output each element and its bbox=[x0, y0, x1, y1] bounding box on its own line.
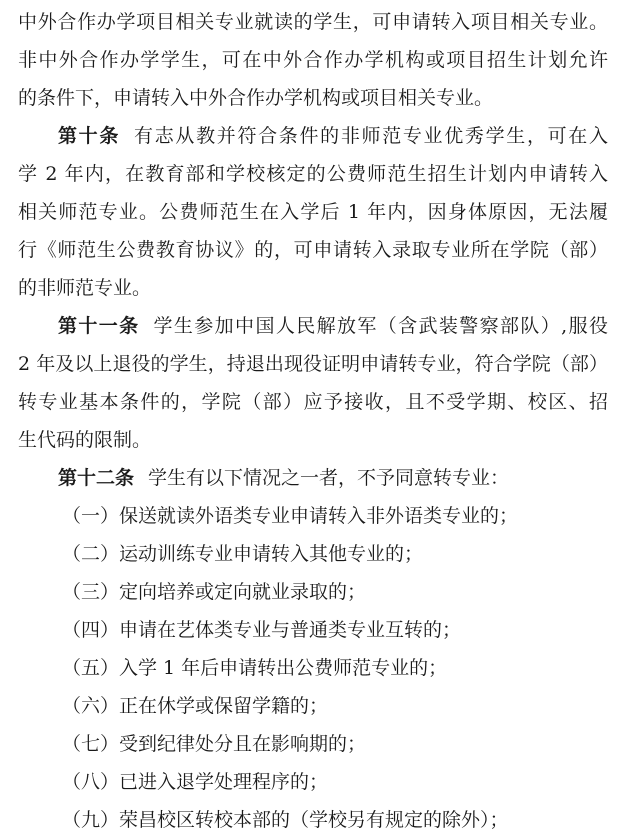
list-item: （七）受到纪律处分且在影响期的； bbox=[62, 733, 367, 755]
text-line: 的条件下，申请转入中外合作办学机构或项目相关专业。 bbox=[18, 87, 494, 109]
list-item: （八）已进入退学处理程序的； bbox=[62, 771, 329, 793]
text-line: 学 2 年内，在教育部和学校核定的公费师范生招生计划内申请转入 bbox=[18, 163, 608, 185]
text-line: 的非师范专业。 bbox=[18, 277, 152, 299]
article-heading: 第十一条 bbox=[58, 315, 140, 337]
text-line: 2 年及以上退役的学生，持退出现役证明申请转专业，符合学院（部） bbox=[18, 353, 608, 375]
list-item: （二）运动训练专业申请转入其他专业的； bbox=[62, 543, 424, 565]
text-line: 非中外合作办学学生，可在中外合作办学机构或项目招生计划允许 bbox=[18, 49, 608, 71]
text-line: 相关师范专业。公费师范生在入学后 1 年内，因身体原因，无法履 bbox=[18, 201, 608, 223]
text-line: 有志从教并符合条件的非师范专业优秀学生，可在入 bbox=[134, 125, 608, 147]
text-line: 转专业基本条件的，学院（部）应予接收，且不受学期、校区、招 bbox=[18, 391, 608, 413]
text-line: 生代码的限制。 bbox=[18, 429, 152, 451]
list-item: （六）正在休学或保留学籍的； bbox=[62, 695, 329, 717]
list-item: （五）入学 1 年后申请转出公费师范专业的； bbox=[62, 657, 448, 679]
text-line: 学生有以下情况之一者，不予同意转专业： bbox=[148, 467, 510, 489]
article-11-first-line bbox=[58, 307, 608, 345]
text-line: 行《师范生公费教育协议》的，可申请转入录取专业所在学院（部） bbox=[18, 239, 608, 261]
text-line: 学生参加中国人民解放军（含武装警察部队）,服役 bbox=[153, 315, 608, 337]
article-heading: 第十条 bbox=[58, 125, 121, 147]
list-item: （九）荣昌校区转校本部的（学校另有规定的除外）； bbox=[62, 809, 509, 831]
list-item: （三）定向培养或定向就业录取的； bbox=[62, 581, 367, 603]
article-10-first-line bbox=[58, 117, 608, 155]
article-heading: 第十二条 bbox=[58, 467, 135, 489]
article-12-first-line bbox=[58, 459, 608, 497]
list-item: （一）保送就读外语类专业申请转入非外语类专业的； bbox=[62, 505, 519, 527]
text-line: 中外合作办学项目相关专业就读的学生，可申请转入项目相关专业。 bbox=[18, 11, 608, 33]
list-item: （四）申请在艺体类专业与普通类专业互转的； bbox=[62, 619, 462, 641]
